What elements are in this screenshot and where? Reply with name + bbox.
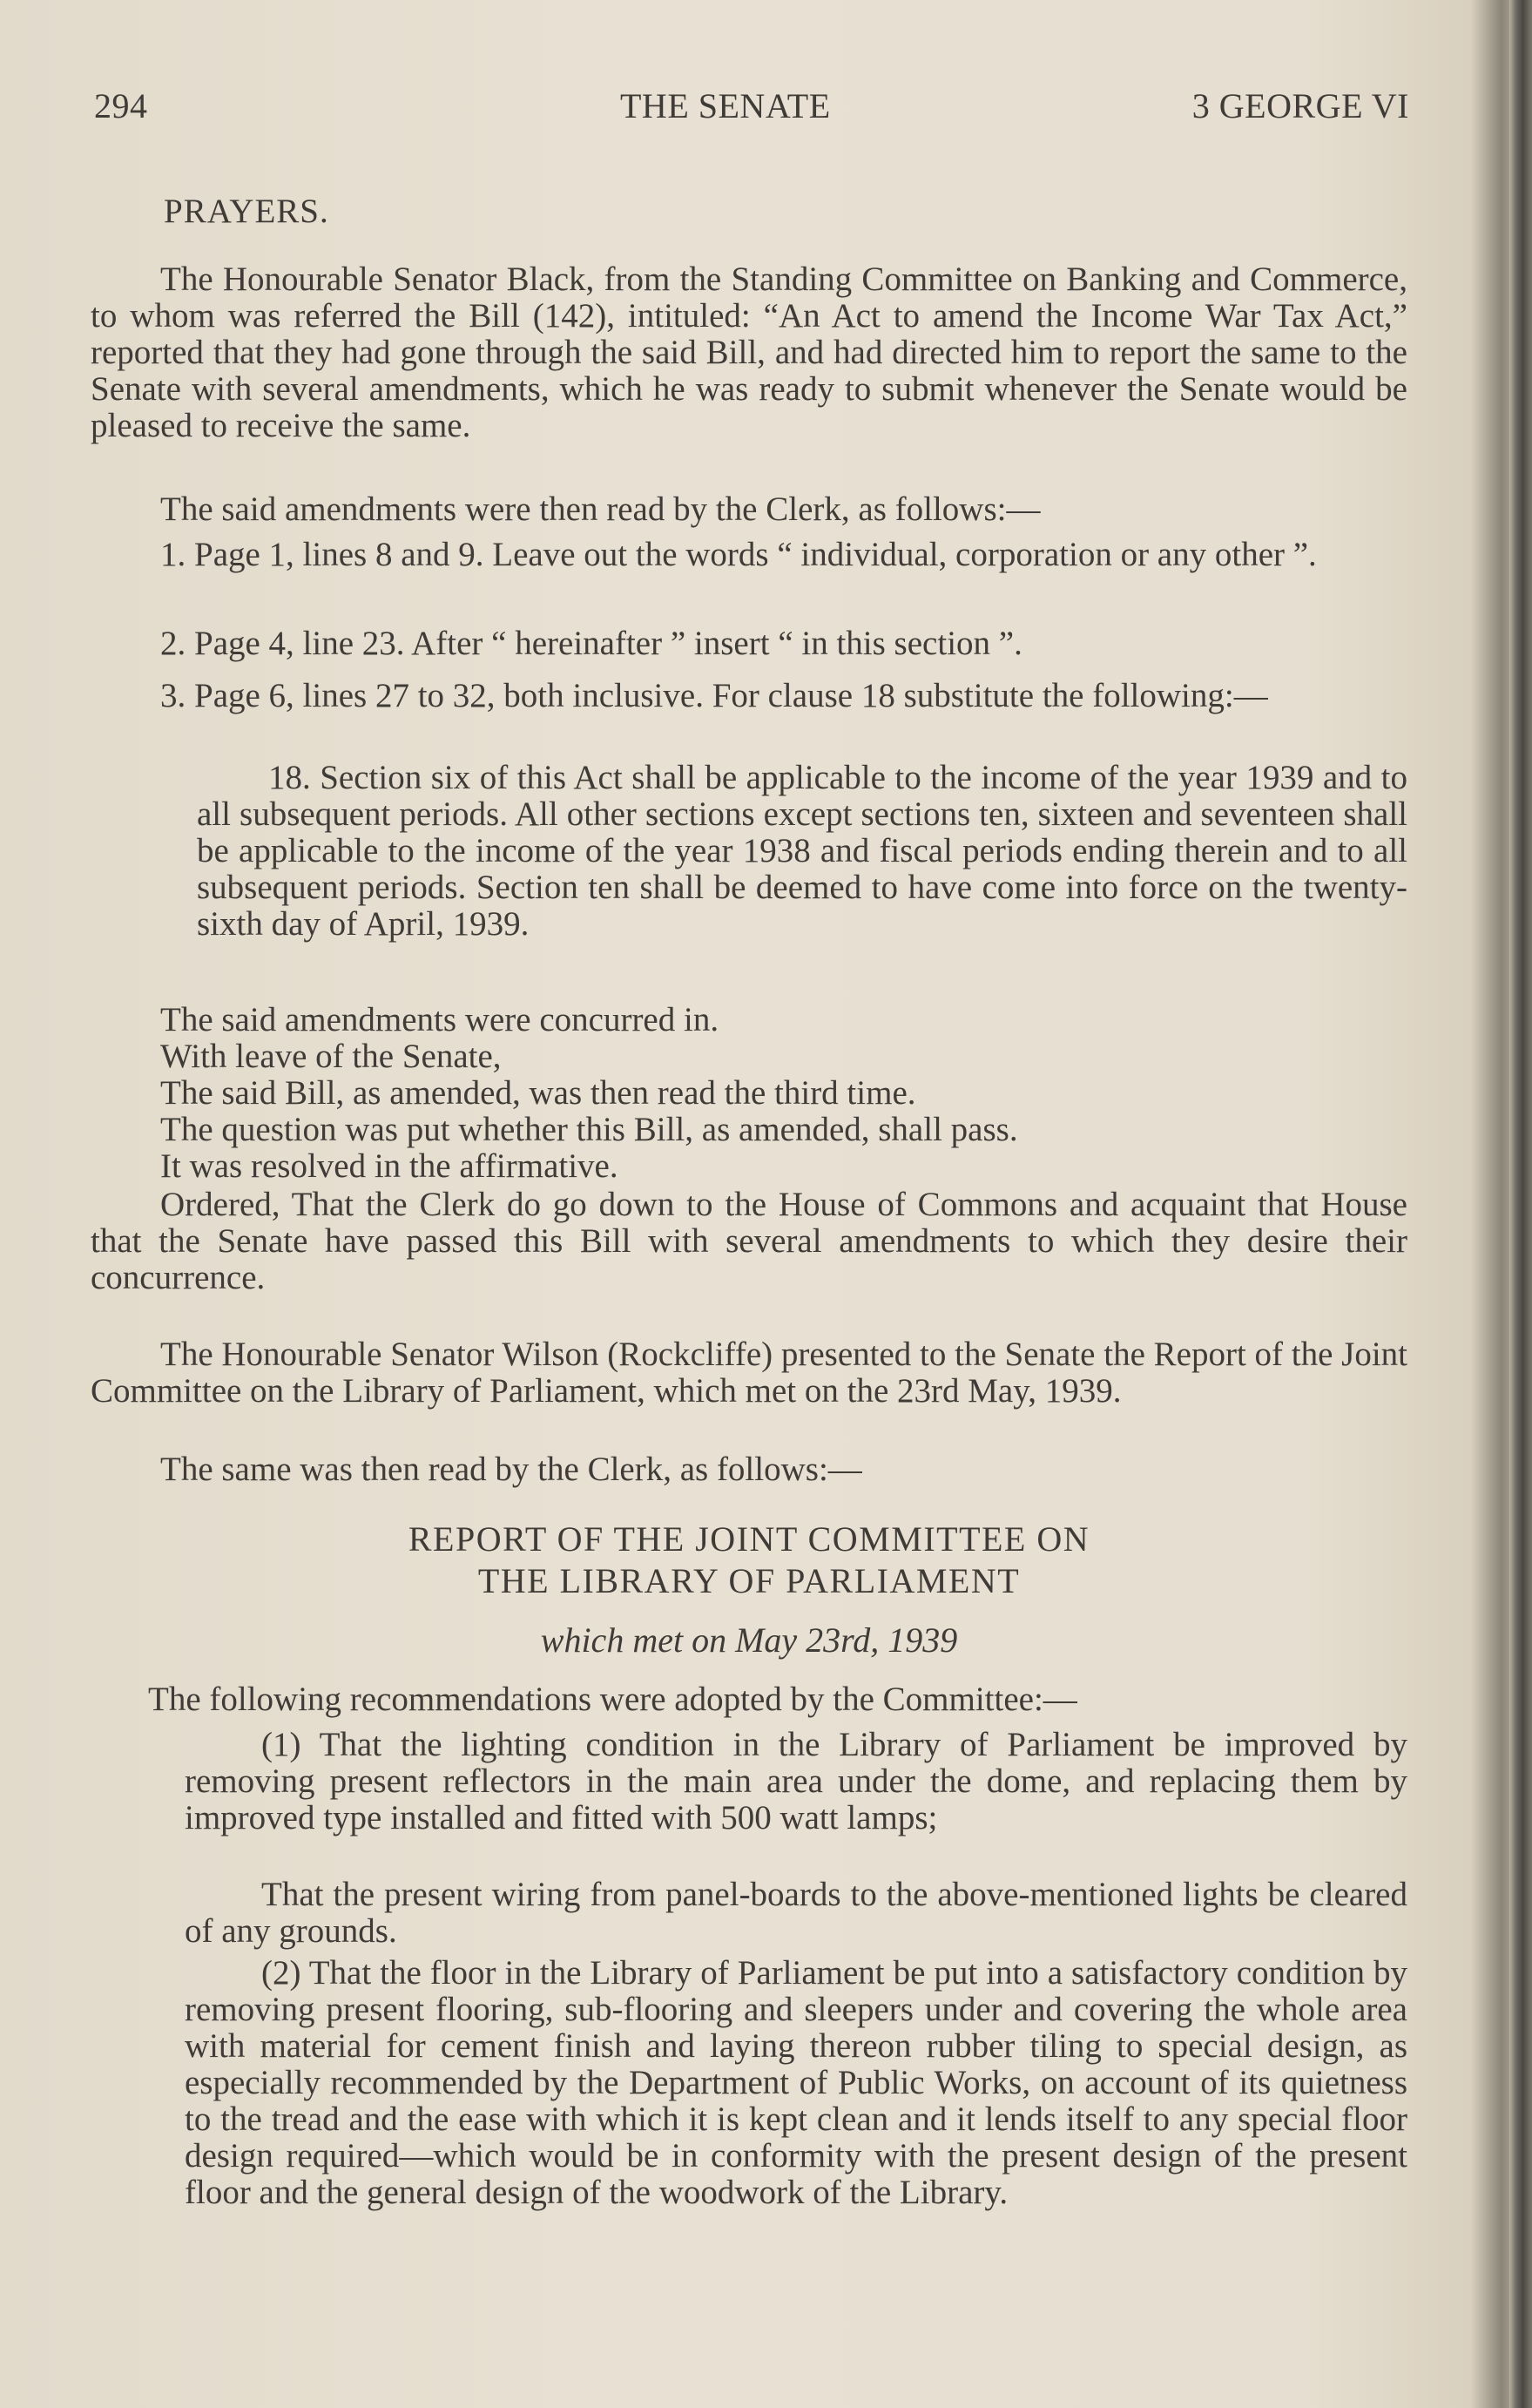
amendment-1: 1. Page 1, lines 8 and 9. Leave out the words “ individual, corporation or any other ”. bbox=[160, 536, 1317, 573]
prayers-heading: PRAYERS. bbox=[164, 193, 329, 230]
line-concurred: The said amendments were concurred in. bbox=[160, 1001, 719, 1038]
amendment-2: 2. Page 4, line 23. After “ hereinafter ” insert “ in this section ”. bbox=[160, 625, 1022, 662]
recommendation-2: (2) That the floor in the Library of Parliament be put into a satisfactory condition by removing present flooring, sub-flooring and sleepers under and covering the whole area with material for cement finish and laying thereon rubber tiling to special design, as especially recommended by the Department of Public Works, on account of its quietness to the tread and the ease with which it is kept clean and it lends itself to any special floor design required—which would be in conformity with the present design of the present floor and the general design of the woodwork of the Library. bbox=[185, 1954, 1407, 2211]
paragraph-same-read: The same was then read by the Clerk, as follows:— bbox=[160, 1451, 862, 1488]
line-leave: With leave of the Senate, bbox=[160, 1038, 502, 1075]
recommendation-1: (1) That the lighting condition in the Library of Parliament be improved by removing present reflectors in the main area under the dome, and replacing them by improved type installed and fitted with 500 watt lamps; bbox=[185, 1726, 1407, 1836]
recommendation-1-wiring: That the present wiring from panel-boards to the above-mentioned lights be cleared of any grounds. bbox=[185, 1876, 1407, 1950]
paragraph-ordered: Ordered, That the Clerk do go down to the House of Commons and acquaint that House that the Senate have passed this Bill with several amendments to which they desire their concurrence. bbox=[91, 1186, 1407, 1296]
header-reign: 3 GEORGE VI bbox=[1191, 86, 1409, 125]
line-third-reading: The said Bill, as amended, was then read the third time. bbox=[160, 1074, 916, 1112]
report-intro: The following recommendations were adopted by the Committee:— bbox=[148, 1681, 1077, 1718]
clause-18-quote: 18. Section six of this Act shall be applicable to the income of the year 1939 and to all subsequent periods. All other sections except sections ten, sixteen and seventeen shall be applicable to the income of the year 1938 and fiscal periods ending therein and to all subsequent periods. Section ten shall be deemed to have come into force on the twenty-sixth day of April, 1939. bbox=[197, 759, 1407, 943]
amendment-3: 3. Page 6, lines 27 to 32, both inclusive. For clause 18 substitute the following:— bbox=[160, 677, 1268, 714]
report-title-line-2: THE LIBRARY OF PARLIAMENT bbox=[477, 1561, 1021, 1600]
line-resolved: It was resolved in the affirmative. bbox=[160, 1147, 618, 1185]
running-header bbox=[94, 85, 1409, 129]
report-title-line-1: REPORT OF THE JOINT COMMITTEE ON bbox=[408, 1519, 1090, 1559]
paragraph-black-report: The Honourable Senator Black, from the Standing Committee on Banking and Commerce, to whom was referred the Bill (142), intituled: “An Act to amend the Income War Tax Act,” reported that they had gone through the said Bill, and had directed him to report the same to the Senate with several amendments, which he was ready to submit whenever the Senate would be pleased to receive the same. bbox=[91, 260, 1407, 444]
proceedings-lines bbox=[91, 1002, 1407, 1185]
report-subtitle: which met on May 23rd, 1939 bbox=[540, 1620, 958, 1660]
page-edge bbox=[1509, 0, 1532, 2408]
header-title: THE SENATE bbox=[620, 86, 831, 125]
paragraph-amendments-read: The said amendments were then read by the Clerk, as follows:— bbox=[160, 490, 1041, 528]
paragraph-wilson: The Honourable Senator Wilson (Rockcliffe) presented to the Senate the Report of the Joint Committee on the Library of Parliament, which met on the 23rd May, 1939. bbox=[91, 1336, 1408, 1410]
page-number: 294 bbox=[94, 86, 148, 125]
line-question: The question was put whether this Bill, as amended, shall pass. bbox=[160, 1111, 1018, 1148]
